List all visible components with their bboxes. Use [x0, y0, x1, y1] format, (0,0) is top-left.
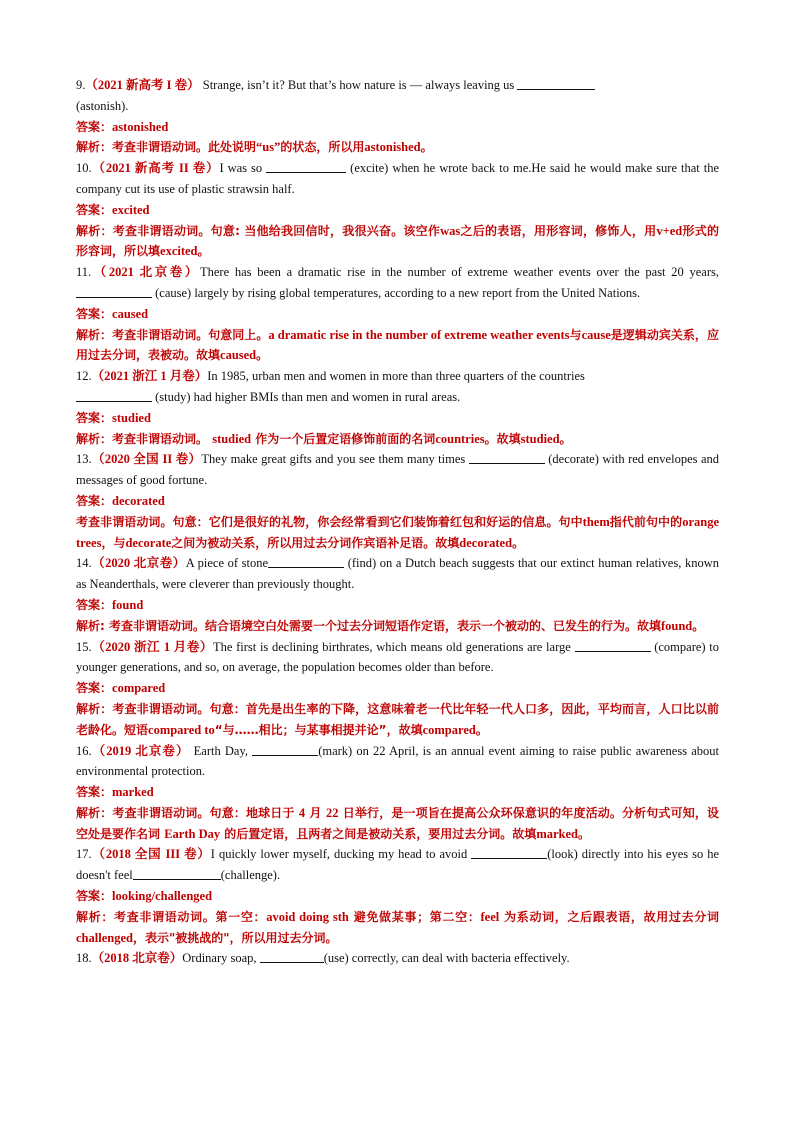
- question-number: 17.: [76, 847, 92, 862]
- question-item-16: [76, 741, 719, 845]
- question-number: 14.: [76, 556, 92, 571]
- question-text: 18.（2018 北京卷）Ordinary soap, (use) correctly, can deal with bacteria effectively.: [76, 951, 570, 966]
- question-number: 18.: [76, 951, 92, 966]
- answer-blank: [76, 389, 152, 402]
- explanation: 解析: 考查非谓语动词。结合语境空白处需要一个过去分词短语作定语，表示一个被动的、已发生的行为。故填found。: [76, 618, 705, 633]
- answer-value: looking/challenged: [112, 889, 213, 904]
- question-text: 12.（2021 浙江 1 月卷）In 1985, urban men and women in more than three quarters of the countries (study) had higher BMIs than men and women in rural areas.: [76, 369, 585, 404]
- question-item-13: [76, 449, 719, 553]
- answer-line: 答案：decorated: [76, 493, 165, 508]
- question-number: 12.: [76, 369, 92, 384]
- explanation: 考查非谓语动词。句意：它们是很好的礼物，你会经常看到它们装饰着红包和好运的信息。句中them指代前句中的orange trees，与decorate之间为被动关系，所以用过去分词作宾语补足语。故填decorated。: [76, 514, 719, 550]
- question-source: （2021 浙江 1 月卷）: [91, 369, 208, 384]
- answer-value: excited: [112, 202, 150, 217]
- explanation: 解析：考查非谓语动词。句意同上。a dramatic rise in the number of extreme weather events与cause是逻辑动宾关系，应用过去分词，表被动。故填caused。: [76, 327, 719, 363]
- question-source: （2021 新高考 I 卷）: [85, 78, 200, 92]
- answer-blank: [260, 950, 324, 963]
- question-source: （2020 全国 II 卷）: [91, 452, 202, 467]
- answer-value: compared: [112, 681, 166, 696]
- answer-value: decorated: [112, 493, 165, 508]
- explanation: 解析：考查非谓语动词。 studied 作为一个后置定语修饰前面的名词countries。故填studied。: [76, 431, 572, 446]
- answer-value: found: [112, 597, 144, 612]
- question-item-11: [76, 262, 719, 366]
- answer-line: 答案：compared: [76, 681, 166, 696]
- answer-line: 答案：looking/challenged: [76, 889, 213, 904]
- question-item-18: [76, 948, 719, 969]
- answer-line: 答案：caused: [76, 306, 149, 321]
- question-number: 13.: [76, 452, 92, 467]
- answer-line: 答案：studied: [76, 410, 151, 425]
- question-source: （2021 北京卷）: [91, 265, 200, 280]
- question-text: 15.（2020 浙江 1 月卷）The first is declining birthrates, which means old generations are large (compare) to younger generations, and so, on average, the population becomes older than before.: [76, 639, 719, 675]
- question-text: 13.（2020 全国 II 卷）They make great gifts and you see them many times (decorate) with red envelopes and messages of good fortune.: [76, 452, 720, 488]
- question-item-15: [76, 637, 719, 741]
- question-text: 14.（2020 北京卷）A piece of stone (find) on a Dutch beach suggests that our extinct human relatives, known as Neanderthals, were cleverer than previously thought.: [76, 556, 719, 592]
- question-number: 10.: [76, 161, 92, 176]
- explanation: 解析：考查非谓语动词。句意：首先是出生率的下降，这意味着老一代比年轻一代人口多，因此，平均而言，人口比以前老龄化。短语compared to“与……相比；与某事相提并论”，故填compared。: [76, 701, 719, 737]
- answer-value: marked: [112, 785, 154, 800]
- answer-blank-1: [471, 846, 547, 859]
- explanation: 解析：考查非谓语动词。句意: 当他给我回信时，我很兴奋。该空作was之后的表语，用形容词，修饰人，用v+ed形式的形容词，所以填excited。: [76, 223, 719, 259]
- question-item-10: [76, 158, 719, 262]
- answer-line: 答案：found: [76, 597, 144, 612]
- explanation: 解析：考查非谓语动词。句意：地球日于 4 月 22 日举行，是一项旨在提高公众环保意识的年度活动。分析句式可知，设空处是要作名词 Earth Day 的后置定语，且两者之间是被动关系，要用过去分词。故填marked。: [76, 805, 719, 841]
- question-source: （2018 全国 III 卷）: [91, 847, 211, 862]
- answer-blank: [575, 639, 651, 652]
- question-text: 10.（2021 新高考 II 卷）I was so (excite) when he wrote back to me.He said he would make sure that the company cut its use of plastic strawsin half.: [76, 161, 720, 196]
- answer-blank-2: [133, 867, 221, 880]
- answer-line: 答案：marked: [76, 785, 154, 800]
- question-item-14: [76, 553, 719, 636]
- question-text: 17.（2018 全国 III 卷）I quickly lower myself, ducking my head to avoid (look) directly into his eyes so he doesn't feel (challenge).: [76, 847, 719, 883]
- answer-blank: [252, 743, 318, 756]
- question-source: （2020 北京卷）: [91, 556, 186, 571]
- answer-blank: [268, 555, 344, 568]
- explanation: 解析：考查非谓语动词。第一空：avoid doing sth 避免做某事；第二空：feel 为系动词，之后跟表语，故用过去分词challenged，表示"被挑战的"，所以用过去分词。: [76, 909, 719, 945]
- question-item-12: [76, 366, 719, 449]
- explanation: 解析：考查非谓语动词。此处说明“us”的状态，所以用astonished。: [76, 140, 433, 155]
- question-text: 9.（2021 新高考 I 卷） Strange, isn’t it? But that’s how nature is — always leaving us (astonish).: [76, 75, 719, 117]
- answer-blank: [266, 160, 346, 173]
- question-number: 9.: [76, 78, 86, 92]
- answer-blank: [517, 77, 595, 90]
- document-page: [76, 75, 719, 969]
- question-number: 15.: [76, 639, 92, 654]
- question-number: 16.: [76, 743, 92, 758]
- answer-value: studied: [112, 410, 151, 425]
- question-source: （2018 北京卷）: [91, 951, 183, 966]
- question-item-17: [76, 844, 719, 948]
- question-source: （2020 浙江 1 月卷）: [91, 639, 213, 654]
- answer-value: caused: [112, 306, 149, 321]
- answer-value: astonished: [112, 119, 169, 134]
- question-source: （2021 新高考 II 卷）: [91, 161, 220, 176]
- answer-blank: [76, 285, 152, 298]
- answer-blank: [469, 451, 545, 464]
- answer-line: 答案：excited: [76, 202, 150, 217]
- question-item-9: [76, 75, 719, 158]
- question-number: 11.: [76, 265, 92, 280]
- question-text: 16.（2019 北京卷） Earth Day, (mark) on 22 April, is an annual event aiming to raise public awareness about environmental protection.: [76, 743, 720, 779]
- question-text: 11.（2021 北京卷）There has been a dramatic rise in the number of extreme weather events over the past 20 years, (cause) largely by rising global temperatures, according to a new report from the United Nations.: [76, 265, 719, 300]
- answer-line: 答案：astonished: [76, 119, 169, 134]
- question-source: （2019 北京卷）: [91, 743, 190, 758]
